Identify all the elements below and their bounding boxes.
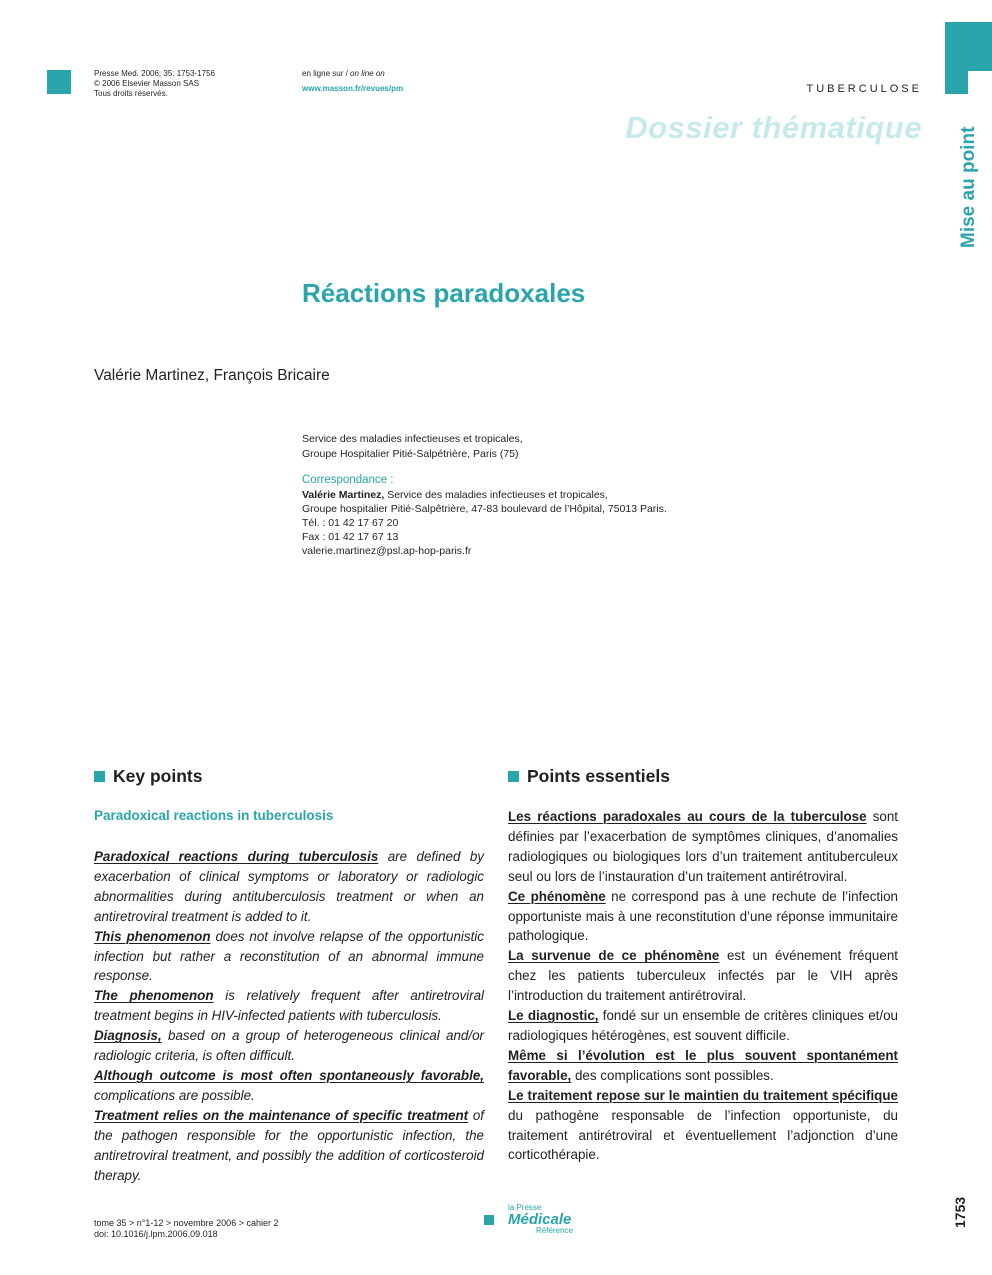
key-points-heading-text: Key points [113,766,203,786]
key-point-text: based on a group of heterogeneous clinical and/or radiologic criteria, is often difficult. [94,1028,484,1064]
key-points-heading [94,766,202,787]
footer-issue: tome 35 > n°1-12 > novembre 2006 > cahier 2 [94,1218,279,1228]
key-point-text: complications are possible. [94,1087,255,1103]
correspondence-phone: Tél. : 01 42 17 67 20 [302,517,399,529]
logo-line-reference: Référence [536,1226,573,1235]
key-point-lead: Paradoxical reactions during tuberculosis [94,849,379,864]
point-text: sont définies par l’exacerbation de symptômes cliniques, d’anomalies radiologiques ou biologiques lors d’un traitement antituberculeux seul ou lors de l’instauration d’un traitement antirétroviral. [508,809,898,884]
point-paragraph [508,887,898,947]
bullet-square-icon [508,771,519,782]
key-point-lead: Although outcome is most often spontaneously favorable, [94,1067,484,1083]
correspondence-name: Valérie Martinez, [302,489,385,501]
journal-ref-line: © 2006 Elsevier Masson SAS [94,79,200,88]
journal-reference [94,69,215,99]
key-points-body [94,847,484,1185]
key-points-subtitle: Paradoxical reactions in tuberculosis [94,808,334,823]
correspondence-line: Service des maladies infectieuses et tropicales, [387,489,608,501]
footer-reference [94,1218,278,1240]
affiliation [302,432,523,462]
key-point-paragraph [94,847,484,927]
point-lead: Ce phénomène [508,888,606,904]
point-text: est un événement fréquent chez les patients tuberculeux infectés par le VIH après l’introduction du traitement antirétroviral. [508,948,898,1004]
journal-ref-line: Tous droits réservés. [94,89,168,98]
article-title: Réactions paradoxales [302,278,586,308]
points-essentiels-heading-text: Points essentiels [527,766,670,786]
point-text: fondé sur un ensemble de critères cliniques et/ou radiologiques hétérogènes, est souvent difficile. [508,1008,898,1043]
point-paragraph [508,1086,898,1166]
key-point-text: does not involve relapse of the opportunistic infection but rather a reconstitution of an abnormal immune response. [94,928,484,984]
key-point-paragraph [94,1026,484,1066]
key-point-text: of the pathogen responsible for the opportunistic infection, the antiretroviral treatment, and possibly the addition of corticosteroid therapy. [94,1107,484,1183]
point-text: des complications sont possibles. [571,1067,774,1083]
footer-doi: doi: 10.1016/j.lpm.2006.09.018 [94,1229,218,1239]
point-paragraph [508,946,898,1006]
dossier-title: Dossier thématique [625,110,922,145]
journal-url-link[interactable]: www.masson.fr/revues/pm [302,84,404,93]
online-info [302,69,403,94]
point-lead: Le traitement repose sur le maintien du traitement spécifique [508,1087,898,1103]
journal-logo [508,1204,573,1235]
section-label: TUBERCULOSE [806,83,922,95]
authors: Valérie Martinez, François Bricaire [94,367,330,384]
key-point-lead: This phenomenon [94,928,211,944]
affiliation-line: Service des maladies infectieuses et tropicales, [302,433,523,445]
key-point-paragraph [94,927,484,987]
correspondence-fax: Fax : 01 42 17 67 13 [302,531,399,543]
points-essentiels-heading [508,766,670,787]
side-vertical-label: Mise au point [958,126,979,248]
logo-line-presse: la Presse [508,1203,542,1212]
key-point-paragraph [94,986,484,1026]
page-number: 1753 [952,1196,968,1228]
correspondence-line: Groupe hospitalier Pitié-Salpêtrière, 47-83 boulevard de l’Hôpital, 75013 Paris. [302,503,667,515]
correspondence-email[interactable]: valerie.martinez@psl.ap-hop-paris.fr [302,545,472,557]
key-point-lead: The phenomenon [94,988,214,1004]
corner-square-mark [47,70,71,94]
affiliation-line: Groupe Hospitalier Pitié-Salpétrière, Paris (75) [302,448,519,460]
key-point-paragraph [94,1066,484,1106]
key-point-lead: Diagnosis, [94,1028,162,1044]
journal-ref-line: Presse Med. 2006; 35: 1753-1756 [94,69,215,78]
logo-line-medicale: Médicale [508,1211,572,1228]
online-prefix: en ligne sur / [302,69,348,78]
bullet-square-icon [94,771,105,782]
point-text: ne correspond pas à une rechute de l’infection opportuniste mais à une reconstitution d’une réponse immunitaire pathologique. [508,888,898,944]
point-paragraph [508,1046,898,1086]
key-point-paragraph [94,1106,484,1186]
key-point-text: are defined by exacerbation of clinical symptoms or laboratory or radiologic abnormalities during antituberculosis treatment or when an antiretroviral treatment is added to it. [94,849,484,924]
side-tab-notch [968,71,992,94]
point-lead: La survenue de ce phénomène [508,948,720,964]
online-italic: on line on [350,69,385,78]
logo-square-icon [484,1215,494,1225]
correspondence-block [302,488,667,558]
point-lead: Le diagnostic, [508,1008,599,1024]
key-point-text: is relatively frequent after antiretroviral treatment begins in HIV-infected patients with tuberculosis. [94,988,485,1024]
points-essentiels-body [508,807,898,1165]
key-point-lead: Treatment relies on the maintenance of specific treatment [94,1107,469,1123]
correspondence-label: Correspondance : [302,474,394,486]
point-paragraph [508,807,898,887]
point-lead: Même si l’évolution est le plus souvent spontanément favorable, [508,1047,898,1083]
point-text: du pathogène responsable de l’infection opportuniste, du traitement antirétroviral et éventuellement l’adjonction d’une corticothérapie. [508,1107,898,1163]
point-paragraph [508,1006,898,1046]
point-lead: Les réactions paradoxales au cours de la tuberculose [508,809,867,824]
